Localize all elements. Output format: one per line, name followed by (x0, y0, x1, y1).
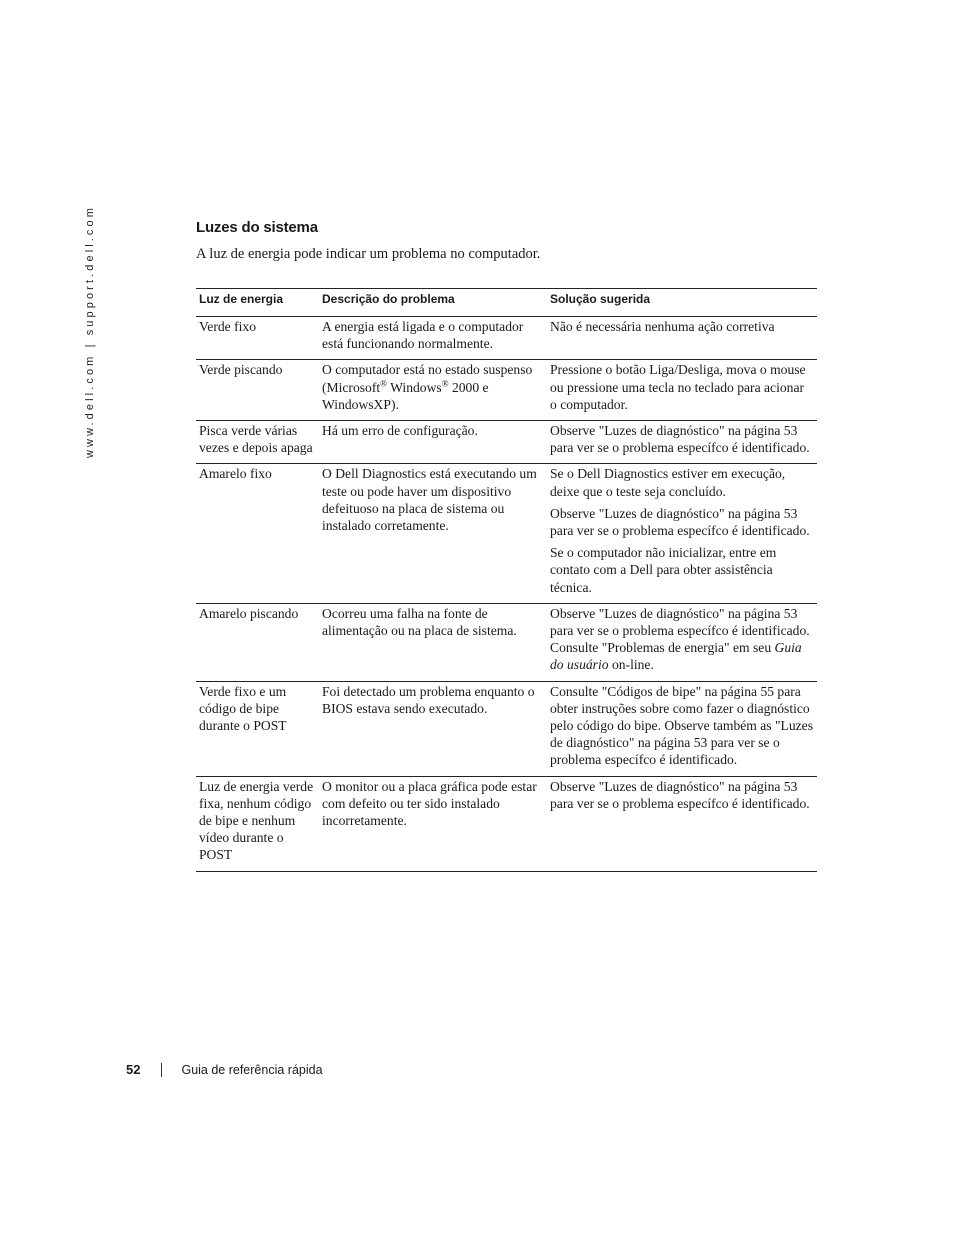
registered-mark: ® (380, 378, 387, 389)
cell-light: Verde fixo (196, 317, 319, 360)
cell-light: Amarelo piscando (196, 603, 319, 681)
table-header-row (196, 289, 817, 317)
table-row (196, 421, 817, 464)
cell-light: Verde fixo e um código de bipe durante o POST (196, 681, 319, 776)
cell-problem: O monitor ou a placa gráfica pode estar com defeito ou ter sido instalado incorretamente. (319, 776, 547, 871)
solution-text: Se o computador não inicializar, entre em contato com a Dell para obter assistência técnica. (550, 545, 777, 595)
problem-text: O computador está no estado suspenso (Microsoft (322, 362, 533, 395)
cell-solution (547, 421, 817, 464)
cell-problem: Ocorreu uma falha na fonte de alimentação ou na placa de sistema. (319, 603, 547, 681)
table-row (196, 317, 817, 360)
cell-solution (547, 317, 817, 360)
solution-text: Observe "Luzes de diagnóstico" na página 53 para ver se o problema específco é identificado. (550, 423, 810, 456)
header-power-light: Luz de energia (196, 289, 319, 317)
side-url: www.dell.com | support.dell.com (84, 204, 96, 458)
cell-problem: A energia está ligada e o computador está funcionando normalmente. (319, 317, 547, 360)
header-problem-description: Descrição do problema (319, 289, 547, 317)
cell-light: Verde piscando (196, 360, 319, 421)
table-row (196, 681, 817, 776)
cell-solution (547, 464, 817, 603)
guide-title: Guia de referência rápida (181, 1062, 323, 1077)
cell-light: Amarelo fixo (196, 464, 319, 603)
cell-problem: O Dell Diagnostics está executando um teste ou pode haver um dispositivo defeituoso na placa de sistema ou instalado corretamente. (319, 464, 547, 603)
cell-light: Luz de energia verde fixa, nenhum código de bipe e nenhum vídeo durante o POST (196, 776, 319, 871)
registered-mark: ® (441, 378, 449, 389)
solution-text: Observe "Luzes de diagnóstico" na página 53 para ver se o problema específco é identificado. (550, 778, 810, 811)
page-number: 52 (126, 1062, 141, 1077)
cell-solution (547, 603, 817, 681)
table-row (196, 776, 817, 871)
page-footer (126, 1062, 323, 1077)
footer-divider (161, 1063, 162, 1077)
header-suggested-solution: Solução sugerida (547, 289, 817, 317)
solution-text: Se o Dell Diagnostics estiver em execução, deixe que o teste seja concluído. (550, 466, 786, 499)
cell-light: Pisca verde várias vezes e depois apaga (196, 421, 319, 464)
cell-problem: Foi detectado um problema enquanto o BIOS estava sendo executado. (319, 681, 547, 776)
section-intro: A luz de energia pode indicar um problema no computador. (196, 246, 541, 262)
solution-text: Observe "Luzes de diagnóstico" na página 53 para ver se o problema específco é identificado. (550, 505, 810, 539)
cell-problem: Há um erro de configuração. (319, 421, 547, 464)
solution-text: Consulte "Códigos de bipe" na página 55 para obter instruções sobre como fazer o diagnóstico pelo código do bipe. Observe também as "Luzes de diagnóstico" na página 53 para ver se o problema específco é identificado. (550, 683, 814, 768)
section-title: Luzes do sistema (196, 219, 318, 236)
solution-text: on-line. (608, 657, 654, 673)
table-row (196, 464, 817, 603)
solution-text: Observe "Luzes de diagnóstico" na página 53 para ver se o problema específco é identificado. Consulte "Problemas de energia" em seu (550, 605, 810, 656)
table-row (196, 603, 817, 681)
cell-problem (319, 360, 547, 421)
solution-text: Não é necessária nenhuma ação corretiva (550, 319, 775, 334)
cell-solution (547, 360, 817, 421)
system-lights-table (196, 288, 817, 872)
solution-text: Pressione o botão Liga/Desliga, mova o mouse ou pressione uma tecla no teclado para acionar o computador. (550, 362, 806, 412)
cell-solution (547, 681, 817, 776)
problem-text: Windows (386, 379, 442, 395)
table-row (196, 360, 817, 421)
problem-text: 2000 e WindowsXP). (322, 379, 489, 412)
cell-solution (547, 776, 817, 871)
user-guide-title: Guia do usuário (550, 640, 802, 673)
